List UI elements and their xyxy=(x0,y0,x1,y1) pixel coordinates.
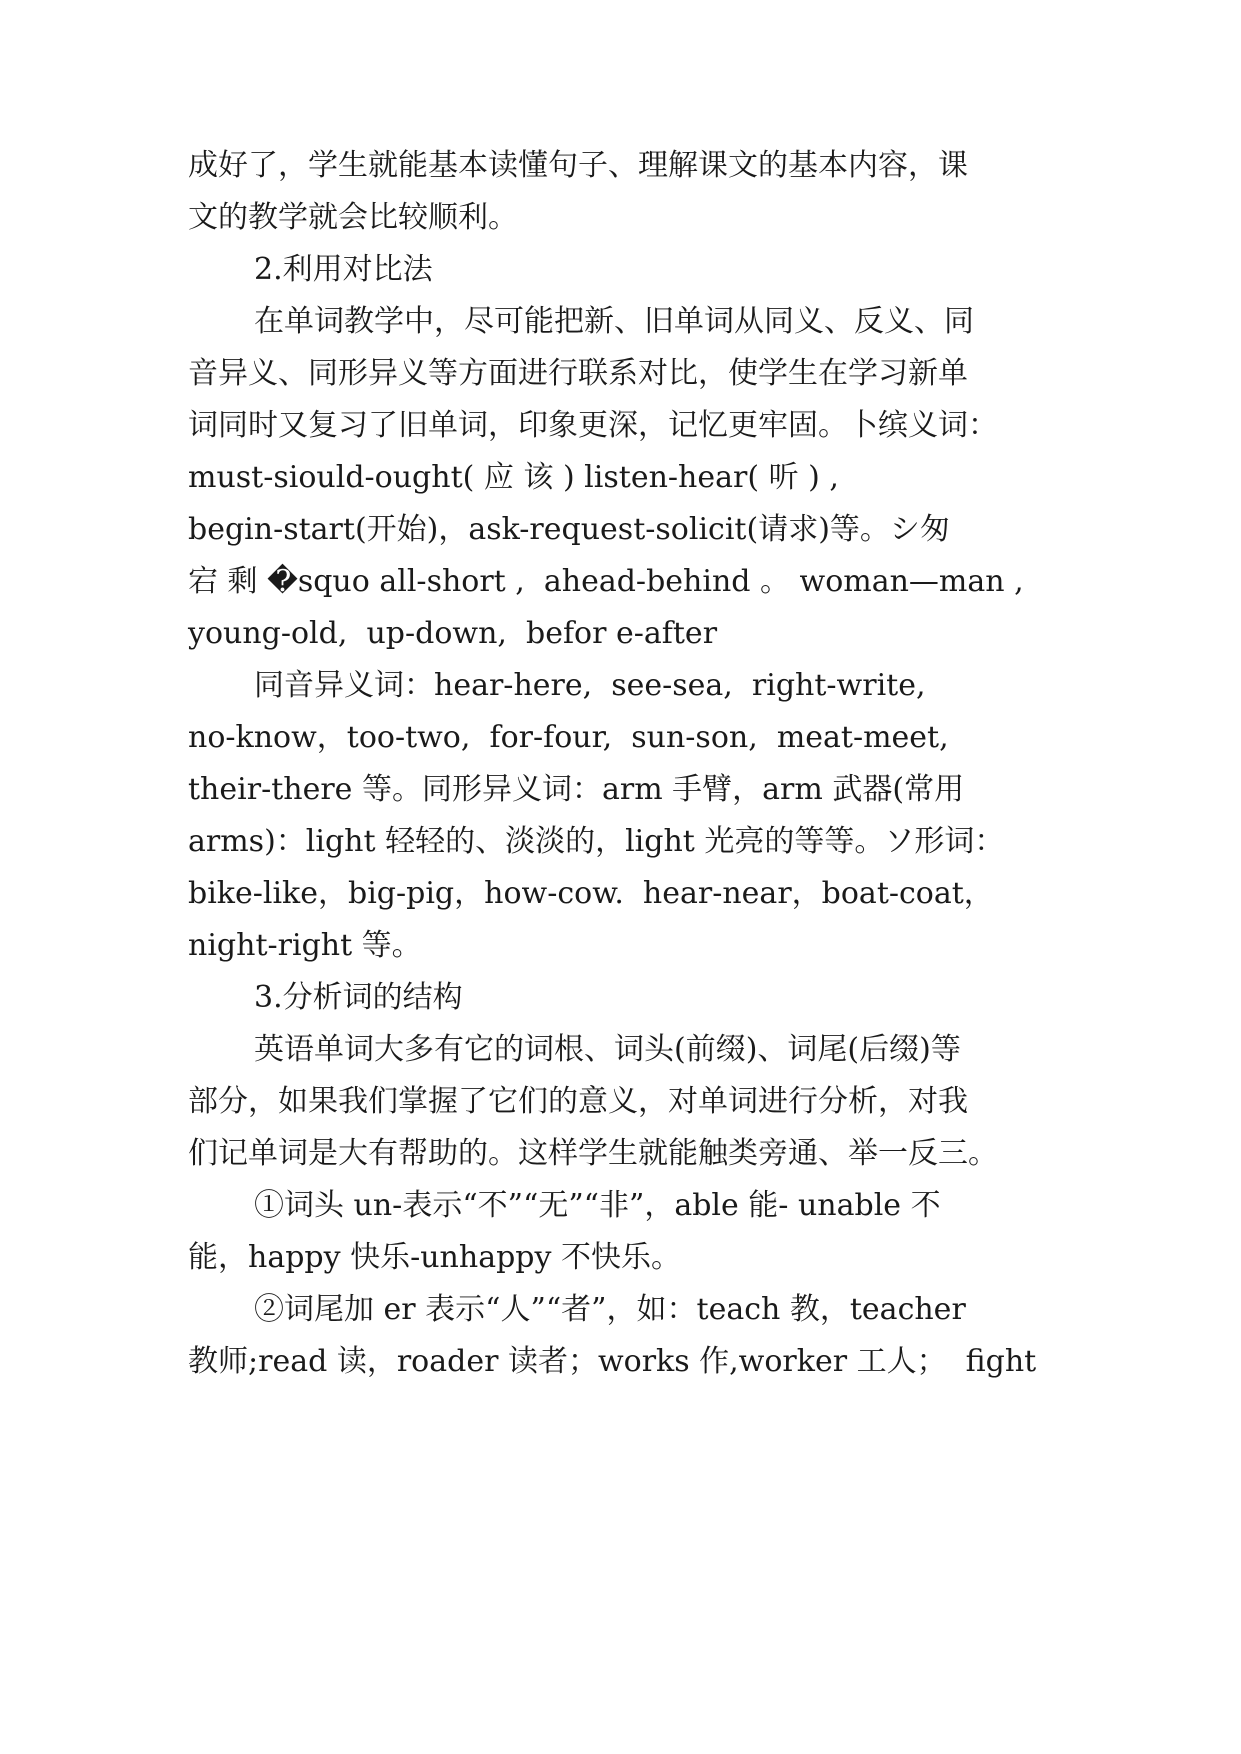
paragraph-line: bike-like，big-pig，how-cow. hear-near，boat-coat， xyxy=(188,876,994,911)
paragraph-line: 音异义、同形异义等方面进行联系对比，使学生在学习新单 xyxy=(188,356,968,391)
paragraph-line: 词同时又复习了旧单词，印象更深，记忆更牢固。卜缤义词： xyxy=(188,408,998,443)
paragraph-line: 宕 剩 �squo all-short , ahead-behind 。 woman—man , xyxy=(188,564,1024,599)
paragraph-line: arms)：light 轻轻的、淡淡的，light 光亮的等等。ソ形词： xyxy=(188,824,1005,859)
paragraph-line: ②词尾加 er 表示“人”“者”，如：teach 教，teacher xyxy=(254,1292,966,1327)
section-heading: 3.分析词的结构 xyxy=(254,980,463,1015)
paragraph-line: 英语单词大多有它的词根、词头(前缀)、词尾(后缀)等 xyxy=(254,1032,961,1067)
paragraph-line: their-there 等。同形异义词：arm 手臂，arm 武器(常用 xyxy=(188,772,965,807)
paragraph-line: 文的教学就会比较顺利。 xyxy=(188,200,518,235)
paragraph-line: 成好了，学生就能基本读懂句子、理解课文的基本内容，课 xyxy=(188,148,968,183)
paragraph-line: ①词头 un-表示“不”“无”“非”，able 能- unable 不 xyxy=(254,1188,941,1223)
paragraph-line: night-right 等。 xyxy=(188,928,422,963)
paragraph-line: 在单词教学中，尽可能把新、旧单词从同义、反义、同 xyxy=(254,304,974,339)
paragraph-line: 教师;read 读，roader 读者；works 作,worker 工人； fight xyxy=(188,1344,1037,1379)
paragraph-line: no-know，too-two, for-four, sun-son, meat-meet, xyxy=(188,720,949,755)
paragraph-line: must-siould-ought( 应 该 ) listen-hear( 听 ) , xyxy=(188,460,839,495)
paragraph-line: begin-start(开始)，ask-request-solicit(请求)等。シ匆 xyxy=(188,512,950,547)
section-heading: 2.利用对比法 xyxy=(254,252,433,287)
paragraph-line: 们记单词是大有帮助的。这样学生就能触类旁通、举一反三。 xyxy=(188,1136,998,1171)
paragraph-line: 能，happy 快乐-unhappy 不快乐。 xyxy=(188,1240,681,1275)
paragraph-line: 部分，如果我们掌握了它们的意义，对单词进行分析，对我 xyxy=(188,1084,968,1119)
paragraph-line: young-old, up-down, befor e-after xyxy=(188,616,718,651)
paragraph-line: 同音异义词：hear-here, see-sea, right-write, xyxy=(254,668,926,703)
